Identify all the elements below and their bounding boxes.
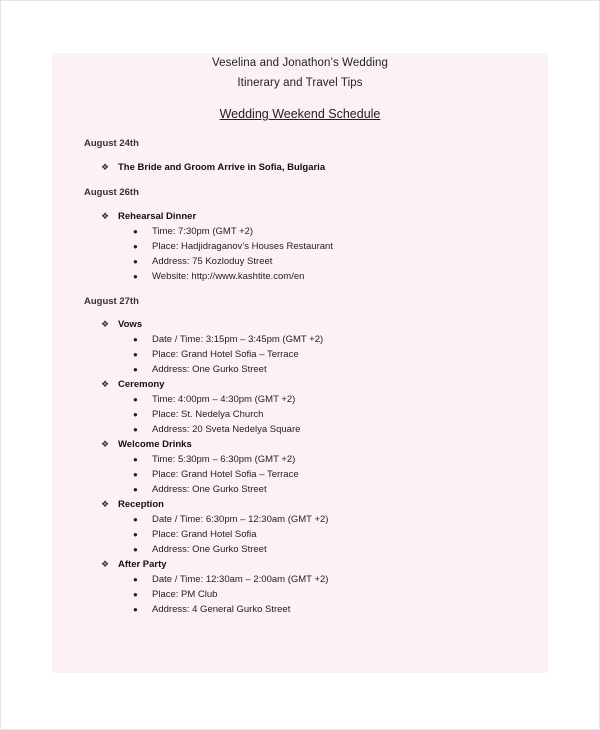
event-detail xyxy=(133,514,548,525)
event-title-text: Welcome Drinks xyxy=(118,439,192,450)
detail-text: Place: Grand Hotel Sofia xyxy=(152,529,257,540)
detail-text: Date / Time: 6:30pm – 12:30am (GMT +2) xyxy=(152,514,329,525)
bullet-icon: ● xyxy=(133,530,138,539)
event-detail xyxy=(133,394,548,405)
bullet-icon: ● xyxy=(133,425,138,434)
diamond-bullet-icon: ❖ xyxy=(101,499,110,509)
event-detail xyxy=(133,226,548,237)
detail-text: Place: Grand Hotel Sofia – Terrace xyxy=(152,469,299,480)
detail-text: Address: One Gurko Street xyxy=(152,544,267,555)
diamond-bullet-icon: ❖ xyxy=(101,559,110,569)
event-title xyxy=(101,559,548,570)
bullet-icon: ● xyxy=(133,257,138,266)
schedule-heading: Wedding Weekend Schedule xyxy=(219,107,381,121)
day-section xyxy=(52,296,548,615)
bullet-icon: ● xyxy=(133,365,138,374)
event-detail xyxy=(133,424,548,435)
document-page xyxy=(52,53,548,673)
event-detail xyxy=(133,241,548,252)
detail-text: Address: 4 General Gurko Street xyxy=(152,604,291,615)
event-detail xyxy=(133,469,548,480)
diamond-bullet-icon: ❖ xyxy=(101,319,110,329)
bullet-icon: ● xyxy=(133,410,138,419)
event-title xyxy=(101,499,548,510)
event-detail xyxy=(133,589,548,600)
event-detail xyxy=(133,256,548,267)
event-title-text: Rehearsal Dinner xyxy=(118,211,197,222)
diamond-bullet-icon: ❖ xyxy=(101,211,110,221)
event-title xyxy=(101,439,548,450)
detail-text: Address: 20 Sveta Nedelya Square xyxy=(152,424,301,435)
event-title-text: Vows xyxy=(118,319,143,330)
detail-text: Date / Time: 3:15pm – 3:45pm (GMT +2) xyxy=(152,334,324,345)
bullet-icon: ● xyxy=(133,242,138,251)
event-title xyxy=(101,162,548,173)
bullet-icon: ● xyxy=(133,605,138,614)
bullet-icon: ● xyxy=(133,470,138,479)
bullet-icon: ● xyxy=(133,455,138,464)
event-detail xyxy=(133,364,548,375)
diamond-bullet-icon: ❖ xyxy=(101,439,110,449)
detail-text: Place: Grand Hotel Sofia – Terrace xyxy=(152,349,299,360)
event-detail xyxy=(133,574,548,585)
bullet-icon: ● xyxy=(133,515,138,524)
event-title-text: The Bride and Groom Arrive in Sofia, Bulgaria xyxy=(118,162,326,173)
event-title xyxy=(101,319,548,330)
detail-text: Date / Time: 12:30am – 2:00am (GMT +2) xyxy=(152,574,329,585)
event-detail xyxy=(133,529,548,540)
document-subtitle: Itinerary and Travel Tips xyxy=(237,77,363,89)
diamond-bullet-icon: ❖ xyxy=(101,162,110,172)
date-heading: August 24th xyxy=(84,138,139,149)
detail-text: Address: One Gurko Street xyxy=(152,484,267,495)
event-title xyxy=(101,211,548,222)
event-detail xyxy=(133,271,548,282)
bullet-icon: ● xyxy=(133,272,138,281)
event-title-text: Reception xyxy=(118,499,164,510)
website-link[interactable]: Website: http://www.kashtite.com/en xyxy=(152,271,305,282)
event-detail xyxy=(133,544,548,555)
detail-text: Place: St. Nedelya Church xyxy=(152,409,264,420)
bullet-icon: ● xyxy=(133,485,138,494)
date-heading: August 26th xyxy=(84,187,139,198)
date-heading: August 27th xyxy=(84,296,139,307)
detail-text: Address: One Gurko Street xyxy=(152,364,267,375)
event-title xyxy=(101,379,548,390)
event-title-text: After Party xyxy=(118,559,167,570)
event-detail xyxy=(133,349,548,360)
event-title-text: Ceremony xyxy=(118,379,165,390)
detail-text: Time: 7:30pm (GMT +2) xyxy=(152,226,254,237)
bullet-icon: ● xyxy=(133,350,138,359)
bullet-icon: ● xyxy=(133,590,138,599)
bullet-icon: ● xyxy=(133,335,138,344)
detail-text: Address: 75 Kozloduy Street xyxy=(152,256,273,267)
detail-text: Place: PM Club xyxy=(152,589,218,600)
bullet-icon: ● xyxy=(133,575,138,584)
detail-text: Time: 5:30pm – 6:30pm (GMT +2) xyxy=(152,454,296,465)
day-section xyxy=(52,187,548,282)
event-detail xyxy=(133,334,548,345)
day-section xyxy=(52,138,548,173)
detail-text: Place: Hadjidraganov’s Houses Restaurant xyxy=(152,241,333,252)
event-detail xyxy=(133,409,548,420)
bullet-icon: ● xyxy=(133,545,138,554)
document-title: Veselina and Jonathon’s Wedding xyxy=(212,57,388,69)
detail-text: Time: 4:00pm – 4:30pm (GMT +2) xyxy=(152,394,296,405)
event-detail xyxy=(133,484,548,495)
bullet-icon: ● xyxy=(133,395,138,404)
event-detail xyxy=(133,454,548,465)
event-detail xyxy=(133,604,548,615)
bullet-icon: ● xyxy=(133,227,138,236)
diamond-bullet-icon: ❖ xyxy=(101,379,110,389)
